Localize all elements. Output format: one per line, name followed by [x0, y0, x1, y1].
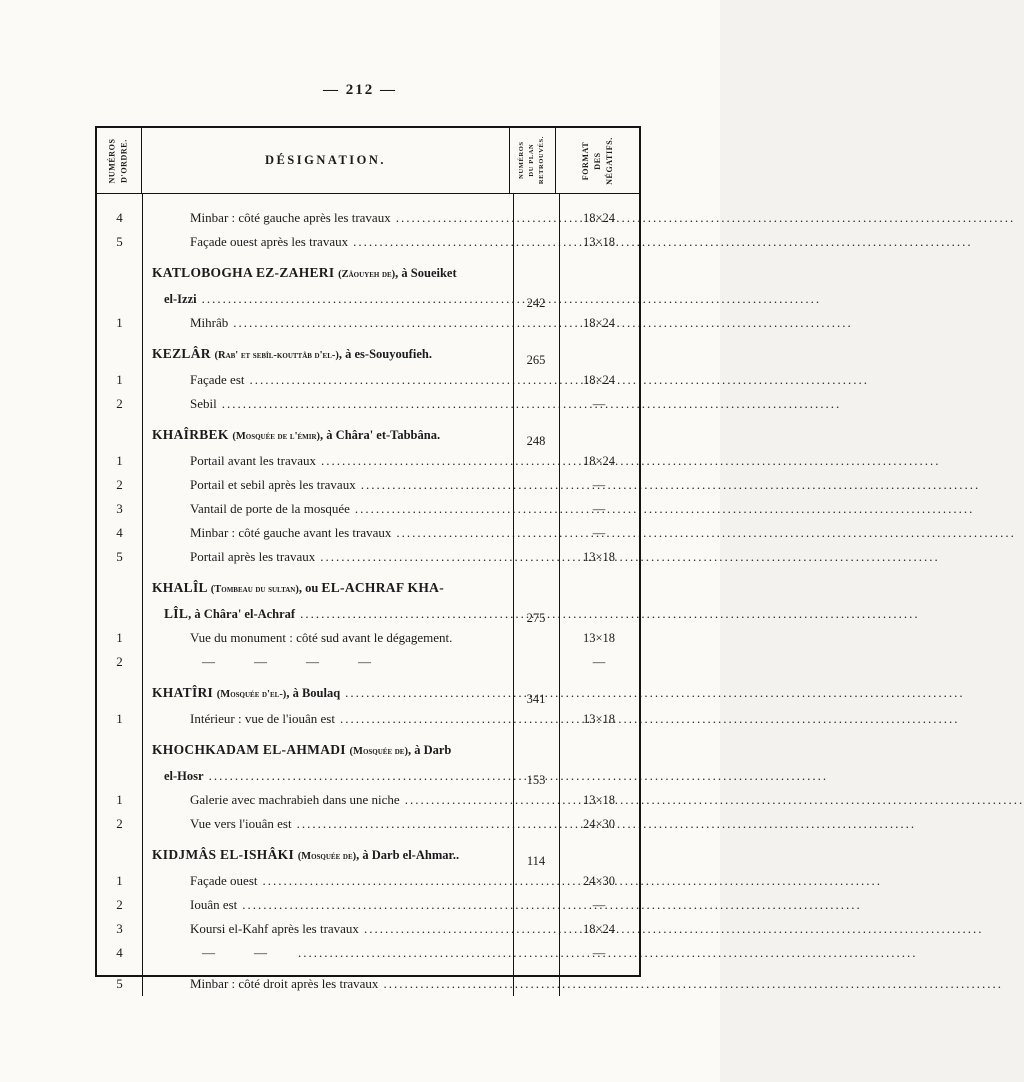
section-heading-text: (Mosquée de): [297, 851, 357, 862]
designation-text: Mihrâb: [190, 315, 229, 330]
catalog-entry-row: [97, 521, 639, 545]
dot-leader: [197, 287, 822, 311]
dot-leader: [348, 230, 973, 254]
section-heading-text: , ou: [298, 581, 322, 595]
designation-text: Façade ouest après les travaux: [190, 234, 349, 249]
dot-leader: [217, 392, 842, 416]
dot-leader: [245, 368, 870, 392]
column-divider: [513, 194, 514, 996]
entry-order-number: 3: [116, 501, 123, 516]
section-heading-text: (Rab' et sebîl-kouttâb d'el-): [214, 350, 339, 361]
negative-format: —: [592, 478, 606, 492]
section-heading-text: , à Soueiket: [395, 266, 457, 280]
entry-order-number: 4: [116, 945, 123, 960]
negative-format: 24×30: [582, 817, 616, 831]
dot-leader: [228, 311, 853, 335]
designation-text: Minbar : côté droit après les travaux: [190, 976, 379, 991]
designation-text: Vue du monument : côté sud avant le dégagement.: [190, 630, 453, 645]
table-body: [97, 194, 639, 996]
entry-designation: [142, 707, 513, 731]
designation-text: Portail avant les travaux: [190, 453, 316, 468]
designation-text: Intérieur : vue de l'iouân est: [190, 711, 335, 726]
negative-format: 24×30: [582, 874, 616, 888]
header-numeros-ordre-label: NUMÉROS D'ORDRE.: [108, 137, 129, 184]
designation-text: Vue vers l'iouân est: [190, 816, 292, 831]
plan-number: 153: [526, 773, 546, 787]
entry-designation: [142, 230, 513, 254]
entry-order-number: 5: [116, 549, 123, 564]
entry-designation: [142, 545, 513, 569]
designation-text: Koursi el-Kahf après les travaux: [190, 921, 359, 936]
plan-number: 341: [526, 692, 546, 706]
catalog-entry-row: [97, 368, 639, 392]
negative-format: —: [592, 502, 606, 516]
negative-format: 13×18: [582, 235, 616, 249]
catalog-entry-row: [97, 869, 639, 893]
section-heading-text: el-Hosr: [164, 769, 204, 783]
designation-text: Vantail de porte de la mosquée: [190, 501, 350, 516]
section-heading-text: KHAÎRBEK: [152, 427, 233, 442]
catalog-entry-row: [97, 473, 639, 497]
entry-designation: [142, 473, 513, 497]
entry-designation: [142, 449, 513, 473]
entry-order-number: 1: [116, 630, 123, 645]
plan-number: 242: [526, 296, 546, 310]
catalog-entry-row: [97, 206, 639, 230]
negative-format: 13×18: [582, 793, 616, 807]
section-heading-text: KATLOBOGHA EZ-ZAHERI: [152, 265, 339, 280]
section-heading-row: [97, 261, 639, 311]
section-heading-row: [97, 738, 639, 788]
section-heading-row: [97, 681, 639, 707]
designation-text: Portail et sebil après les travaux: [190, 477, 356, 492]
catalog-entry-row: [97, 972, 639, 996]
section-heading-text: (Mosquée d'el-): [216, 689, 287, 700]
header-numeros-ordre: [97, 128, 142, 193]
negative-format: —: [592, 946, 606, 960]
entry-designation: [142, 392, 513, 416]
dot-leader: [356, 473, 981, 497]
negative-format: —: [592, 898, 606, 912]
catalog-entry-row: [97, 812, 639, 836]
designation-text: Minbar : côté gauche après les travaux: [190, 210, 391, 225]
designation-text: Façade ouest: [190, 873, 258, 888]
header-format-negatifs: [556, 128, 639, 193]
entry-designation: [142, 869, 513, 893]
plan-number: 265: [526, 353, 546, 367]
entry-order-number: 2: [116, 396, 123, 411]
catalog-entry-row: [97, 893, 639, 917]
catalog-entry-row: [97, 707, 639, 731]
section-heading-text: (Tombeau du sultan): [210, 584, 299, 595]
entry-designation: [142, 812, 513, 836]
page-number: — 212 —: [323, 82, 397, 98]
section-heading-row: [97, 342, 639, 368]
entry-order-number: 4: [116, 525, 123, 540]
entry-order-number: 3: [116, 921, 123, 936]
section-heading-text: KHOCHKADAM EL-AHMADI: [152, 742, 350, 757]
negative-format: 18×24: [582, 316, 616, 330]
section-heading-text: KHATÎRI: [152, 685, 217, 700]
catalog-entry-row: [97, 449, 639, 473]
header-numeros-plan-label: NUMÉROS DU PLAN RETROUVÉS.: [518, 136, 546, 185]
dot-leader: [391, 521, 1016, 545]
section-heading-text: , à Châra' et-Tabbâna.: [320, 428, 441, 442]
designation-text: — — — —: [202, 654, 371, 669]
section-heading-text: , à Darb: [407, 743, 452, 757]
entry-order-number: 2: [116, 654, 123, 669]
column-divider: [142, 194, 143, 996]
section-heading-text: (Zâouyeh de): [338, 269, 396, 280]
catalog-entry-row: [97, 788, 639, 812]
entry-order-number: 1: [116, 372, 123, 387]
entry-order-number: 2: [116, 897, 123, 912]
plan-number: 114: [526, 854, 546, 868]
catalog-entry-row: [97, 545, 639, 569]
negative-format: 18×24: [582, 454, 616, 468]
negative-format: —: [592, 655, 606, 669]
section-heading-text: (Mosquée de): [349, 746, 408, 757]
negative-format: —: [592, 397, 606, 411]
entry-designation: [142, 972, 513, 996]
entry-designation: [142, 423, 513, 449]
dot-leader: [335, 707, 960, 731]
designation-text: Façade est: [190, 372, 245, 387]
entry-designation: [142, 261, 513, 311]
entry-order-number: 1: [116, 315, 123, 330]
column-divider: [559, 194, 560, 996]
entry-designation: [142, 650, 513, 674]
designation-text: — —: [202, 945, 293, 960]
dot-leader: [378, 972, 1003, 996]
entry-designation: [142, 893, 513, 917]
entry-designation: [142, 576, 513, 626]
section-heading-row: [97, 843, 639, 869]
entry-order-number: 5: [116, 976, 123, 991]
entry-designation: [142, 342, 513, 368]
catalog-entry-row: [97, 650, 639, 674]
negative-format: 13×18: [582, 712, 616, 726]
entry-order-number: 1: [116, 873, 123, 888]
entry-order-number: 4: [116, 210, 123, 225]
table-header-row: [97, 128, 639, 194]
section-heading-text: KEZLÂR: [152, 346, 215, 361]
negative-format: 18×24: [582, 922, 616, 936]
section-heading-text: KIDJMÂS EL-ISHÂKI: [152, 847, 298, 862]
negative-format: 18×24: [582, 211, 616, 225]
header-designation-label: DÉSIGNATION.: [264, 153, 387, 167]
entry-designation: [142, 917, 513, 941]
section-heading-text: , à Châra' el-Achraf: [188, 607, 296, 621]
dot-leader: [359, 917, 984, 941]
header-numeros-plan: [510, 128, 556, 193]
negative-format: 13×18: [582, 550, 616, 564]
catalog-table: [95, 126, 641, 991]
catalog-entry-row: [97, 917, 639, 941]
dot-leader: [295, 602, 920, 626]
section-heading-row: [97, 423, 639, 449]
dot-leader: [400, 788, 1024, 812]
entry-designation: [142, 788, 513, 812]
catalog-entry-row: [97, 941, 639, 965]
entry-designation: [142, 681, 513, 707]
negative-format: 18×24: [582, 373, 616, 387]
entry-designation: [142, 206, 513, 230]
entry-designation: [142, 843, 513, 869]
header-format-negatifs-label: FORMAT DES NÉGATIFS.: [580, 136, 614, 185]
catalog-entry-row: [97, 392, 639, 416]
entry-designation: [142, 368, 513, 392]
section-heading-text: , à es-Souyoufieh.: [338, 347, 432, 361]
entry-designation: [142, 497, 513, 521]
entry-designation: [142, 738, 513, 788]
section-heading-text: , à Boulaq: [286, 686, 341, 700]
catalog-entry-row: [97, 626, 639, 650]
plan-number: 275: [526, 611, 546, 625]
plan-number: 248: [526, 434, 546, 448]
designation-text: Iouân est: [190, 897, 238, 912]
dot-leader: [237, 893, 862, 917]
section-heading-text: KHALÎL: [152, 580, 211, 595]
entry-order-number: 1: [116, 711, 123, 726]
entry-order-number: 1: [116, 792, 123, 807]
section-heading-row: [97, 576, 639, 626]
dot-leader: [391, 206, 1016, 230]
section-heading-text: EL-ACHRAF KHA-: [321, 580, 444, 595]
entry-designation: [142, 941, 513, 965]
designation-text: Sebil: [190, 396, 217, 411]
entry-designation: [142, 521, 513, 545]
section-heading-text: (Mosquée de l'émir): [232, 431, 321, 442]
designation-text: Galerie avec machrabieh dans une niche: [190, 792, 400, 807]
catalog-entry-row: [97, 230, 639, 254]
entry-designation: [142, 626, 513, 650]
entry-order-number: 2: [116, 816, 123, 831]
header-designation: [142, 128, 510, 193]
designation-text: Minbar : côté gauche avant les travaux: [190, 525, 392, 540]
entry-order-number: 2: [116, 477, 123, 492]
dot-leader: [340, 681, 965, 705]
negative-format: 13×18: [582, 631, 616, 645]
section-heading-text: LÎL: [164, 606, 189, 621]
section-heading-text: el-Izzi: [164, 292, 197, 306]
entry-designation: [142, 311, 513, 335]
negative-format: —: [592, 526, 606, 540]
section-heading-text: , à Darb el-Ahmar..: [356, 848, 460, 862]
entry-order-number: 5: [116, 234, 123, 249]
designation-text: Portail après les travaux: [190, 549, 316, 564]
dot-leader: [350, 497, 975, 521]
catalog-entry-row: [97, 497, 639, 521]
entry-order-number: 1: [116, 453, 123, 468]
catalog-entry-row: [97, 311, 639, 335]
